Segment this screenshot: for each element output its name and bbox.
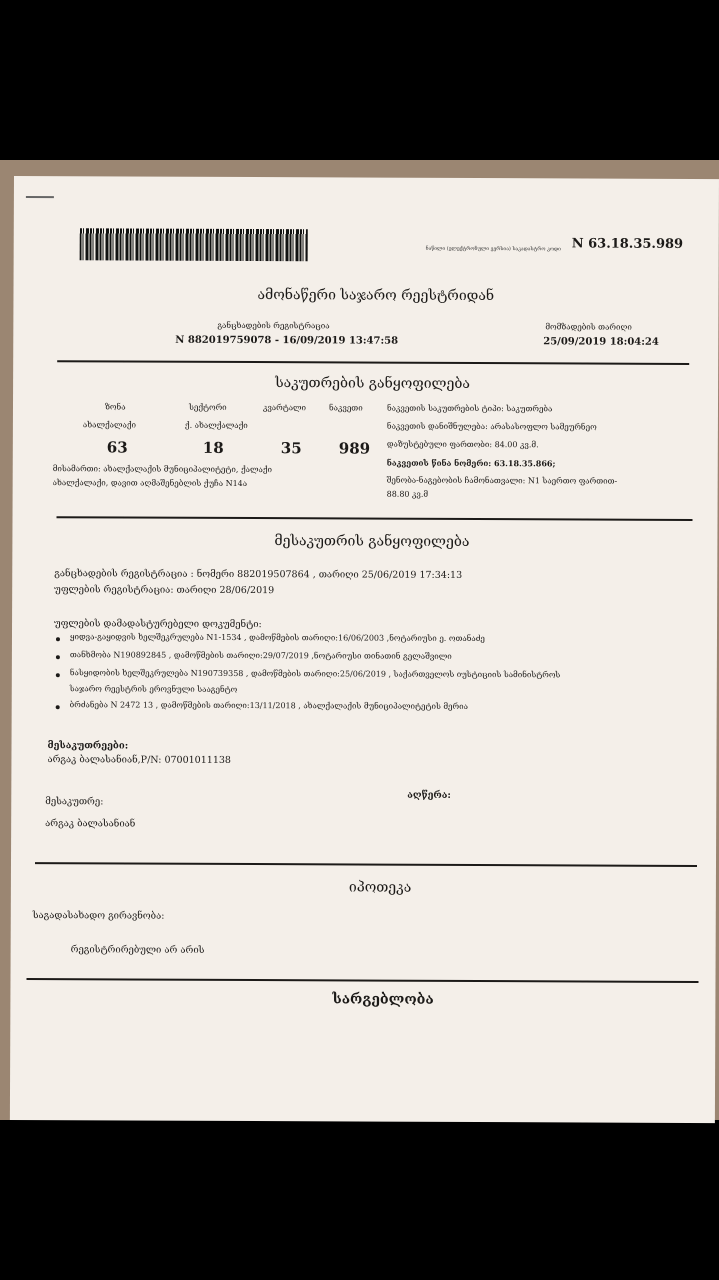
parcel-value: 989 bbox=[338, 439, 371, 458]
prepared-value: 25/09/2019 18:04:24 bbox=[543, 336, 659, 348]
application-label: განცხადების რეგისტრაცია bbox=[217, 320, 330, 331]
document-page bbox=[10, 176, 719, 1123]
documents-label: უფლების დამადასტურებელი დოკუმენტი: bbox=[54, 618, 262, 631]
sector-sub: ქ. ახალქალაქი bbox=[184, 420, 248, 431]
owner-value: არგაკ ბალასანიან bbox=[45, 818, 136, 830]
address-line1: მისამართი: ახალქალაქის მუნიციპალიტეტი, ქალაქი bbox=[52, 464, 273, 475]
bullet bbox=[56, 637, 60, 641]
divider bbox=[35, 862, 697, 866]
document-item: ნასყიდობის ხელშეკრულება N190739358 , დამოწმების თარიღი:25/06/2019 , საქართველოს იუსტიციის სამინისტროს bbox=[69, 668, 561, 680]
divider bbox=[26, 978, 698, 982]
bullet bbox=[56, 655, 60, 659]
quarter-label: კვარტალი bbox=[262, 403, 307, 413]
owner-application-line: განცხადების რეგისტრაცია : ნომერი 882019507864 , თარიღი 25/06/2019 17:34:13 bbox=[54, 568, 463, 581]
sector-label: სექტორი bbox=[188, 402, 227, 412]
tax-lien-label: საგადასახადო გირავნობა: bbox=[32, 910, 165, 922]
bullet bbox=[56, 705, 60, 709]
buildings-area: 88.80 კვ.მ bbox=[386, 489, 429, 499]
property-section-title: საკუთრების განყოფილება bbox=[275, 375, 470, 392]
owner-label: მესაკუთრე: bbox=[45, 796, 104, 808]
description-label: აღწერა: bbox=[407, 789, 451, 801]
quarter-value: 35 bbox=[280, 439, 302, 458]
mortgage-title: იპოთეკა bbox=[348, 879, 412, 896]
document-number: N 63.18.35.989 bbox=[571, 236, 684, 252]
document-item: თანხმობა N190892845 , დამოწმების თარიღი:29/07/2019 ,ნოტარიუსი თინათინ გელაშვილი bbox=[69, 650, 452, 661]
document-item: ბრძანება N 2472 13 , დამოწმების თარიღი:13/11/2018 , ახალქალაქის მუნიციპალიტეტის მერია bbox=[69, 700, 468, 711]
document-title: ამონაწერი საჯარო რეესტრიდან bbox=[257, 287, 495, 305]
bullet bbox=[56, 673, 60, 677]
ownership-type: ნაკვეთის საკუთრების ტიპი: საკუთრება bbox=[386, 403, 553, 414]
owners-label: მესაკუთრეები: bbox=[47, 740, 129, 752]
owners-value: არგაკ ბალასანიან,P/N: 07001011138 bbox=[47, 754, 231, 766]
document-item: ყიდვა-გაყიდვის ხელშეკრულება N1-1534 , დამოწმების თარიღი:16/06/2003 ,ნოტარიუსი ე. ოთანაძე bbox=[69, 632, 485, 644]
buildings-list: შენობა-ნაგებობის ჩამონათვალი: N1 საერთო ფართით- bbox=[386, 475, 618, 486]
small-label: ნაწილი (ელექტრონული ვერსია) საკადასტრო კოდი bbox=[425, 245, 561, 253]
application-value: N 882019759078 - 16/09/2019 13:47:58 bbox=[175, 334, 399, 347]
parcel-purpose: ნაკვეთის დანიშნულება: არასასოფლო სამეურნეო bbox=[386, 421, 597, 432]
sector-value: 18 bbox=[202, 438, 224, 457]
zone-sub: ახალქალაქი bbox=[82, 420, 137, 430]
tax-lien-value: რეგისტრირებული არ არის bbox=[70, 944, 205, 956]
previous-number: ნაკვეთის წინა ნომერი: 63.18.35.866; bbox=[386, 457, 556, 469]
document-item-continued: საჯარო რეესტრის ეროვნული სააგენტო bbox=[69, 684, 238, 694]
page-mark bbox=[26, 196, 54, 198]
divider bbox=[57, 360, 689, 364]
parcel-label: ნაკვეთი bbox=[328, 403, 363, 413]
prepared-label: მომზადების თარიღი bbox=[545, 322, 632, 332]
address-line2: ახალქალაქი, დავით აღმაშენებლის ქუჩა N14ა bbox=[52, 478, 248, 489]
right-registration: უფლების რეგისტრაცია: თარიღი 28/06/2019 bbox=[54, 584, 275, 597]
divider bbox=[57, 516, 693, 520]
zone-value: 63 bbox=[106, 438, 128, 457]
parcel-area: დაზუსტებული ფართობი: 84.00 კვ.მ. bbox=[386, 439, 539, 450]
barcode bbox=[80, 228, 308, 261]
zone-label: ზონა bbox=[104, 402, 126, 412]
owner-section-title: მესაკუთრის განყოფილება bbox=[274, 533, 470, 550]
usage-title: სარგებლობა bbox=[332, 991, 434, 1008]
